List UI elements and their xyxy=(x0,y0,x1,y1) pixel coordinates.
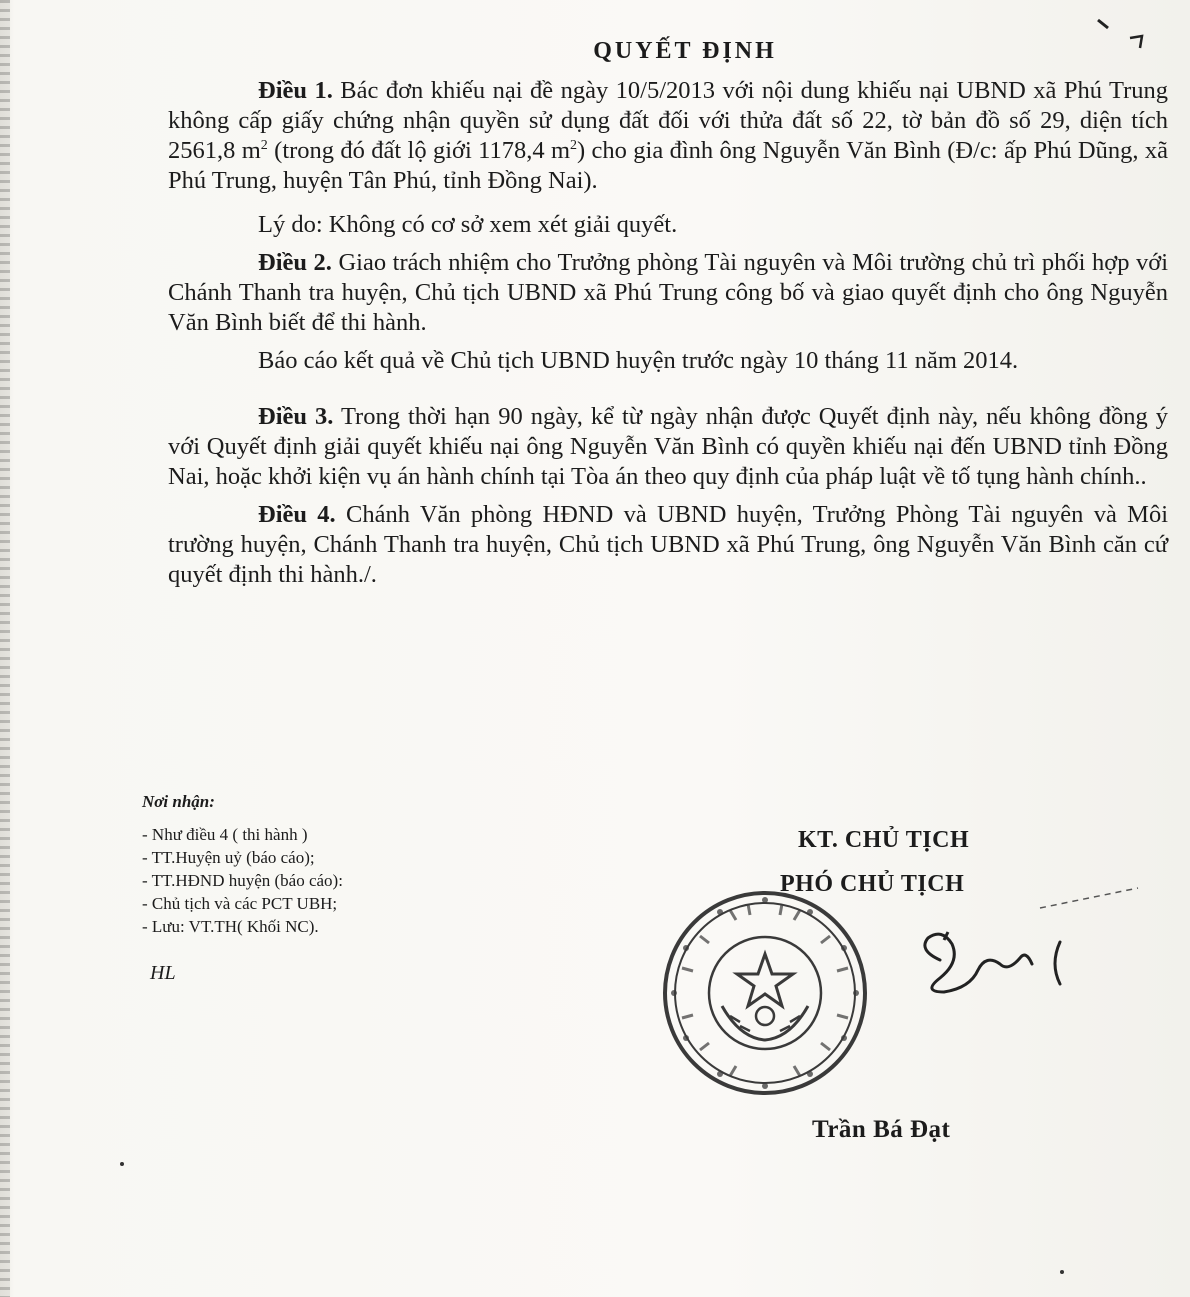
recipients-heading: Nơi nhận: xyxy=(142,792,215,811)
recipients-list xyxy=(142,823,343,938)
article-1-text-mid: (trong đó đất lộ giới 1178,4 m xyxy=(267,137,571,164)
article-1-text-end: ) cho gia đình ông Nguyễn Văn Bình (Đ/c: ấp Phú Dũng, xã Phú Trung, huyện Tân Phú, tỉnh Đồng Nai). xyxy=(168,137,1168,194)
scan-speck xyxy=(1060,1270,1064,1274)
handwritten-initials: HL xyxy=(150,962,176,984)
article-1-label: Điều 1. xyxy=(258,77,333,104)
article-2-label: Điều 2. xyxy=(258,249,332,276)
handwritten-signature-icon xyxy=(900,880,1140,1020)
superscript: 2 xyxy=(570,137,578,153)
signature-title-line-1: KT. CHỦ TỊCH xyxy=(798,827,970,853)
article-1 xyxy=(168,76,1168,196)
reason-line: Lý do: Không có cơ sở xem xét giải quyết. xyxy=(258,211,678,238)
article-2 xyxy=(168,248,1168,338)
scan-speck xyxy=(120,1162,124,1166)
recipient-item: - Như điều 4 ( thi hành ) xyxy=(142,825,308,844)
article-3-text: Trong thời hạn 90 ngày, kể từ ngày nhận được Quyết định này, nếu không đồng ý với Quyết định giải quyết khiếu nại ông Nguyễn Văn Bình có quyền khiếu nại đến UBND tỉnh Đồng Nai, hoặc khởi kiện vụ án hành chính tại Tòa án theo quy định của pháp luật về tố tụng hành chính.. xyxy=(168,403,1168,490)
article-3-label: Điều 3. xyxy=(258,403,334,430)
recipients-block xyxy=(142,790,343,938)
article-2-report: Báo cáo kết quả về Chủ tịch UBND huyện trước ngày 10 tháng 11 năm 2014. xyxy=(258,347,1019,374)
recipient-item: - TT.HĐND huyện (báo cáo): xyxy=(142,871,343,890)
recipient-item: - Chủ tịch và các PCT UBH; xyxy=(142,894,338,913)
article-3 xyxy=(168,402,1168,492)
recipient-item: - TT.Huyện uỷ (báo cáo); xyxy=(142,848,315,867)
article-2-text: Giao trách nhiệm cho Trưởng phòng Tài nguyên và Môi trường chủ trì phối hợp với Chánh Thanh tra huyện, Chủ tịch UBND xã Phú Trung công bố và giao quyết định cho ông Nguyễn Văn Bình biết để thi hành. xyxy=(168,249,1169,336)
document-body xyxy=(168,76,1168,590)
scan-edge xyxy=(0,0,10,1297)
document-title: QUYẾT ĐỊNH xyxy=(593,38,777,64)
recipient-item: - Lưu: VT.TH( Khối NC). xyxy=(142,917,319,936)
superscript: 2 xyxy=(260,137,268,153)
article-4 xyxy=(168,500,1168,590)
signer-name: Trần Bá Đạt xyxy=(812,1116,951,1143)
article-4-label: Điều 4. xyxy=(258,501,336,528)
article-1-text: Bác đơn khiếu nại đề ngày 10/5/2013 với nội dung khiếu nại UBND xã Phú Trung không cấp giấy chứng nhận quyền sử dụng đất đối với thửa đất số 22, tờ bản đồ số 29, diện tích 2561,8 m xyxy=(168,77,1168,164)
official-seal-icon xyxy=(660,888,870,1098)
article-4-text: Chánh Văn phòng HĐND và UBND huyện, Trưởng Phòng Tài nguyên và Môi trường huyện, Chánh Thanh tra huyện, Chủ tịch UBND xã Phú Trung, ông Nguyễn Văn Bình căn cứ quyết định thi hành./. xyxy=(168,501,1169,588)
signature-title-line-2: PHÓ CHỦ TỊCH xyxy=(780,871,965,897)
